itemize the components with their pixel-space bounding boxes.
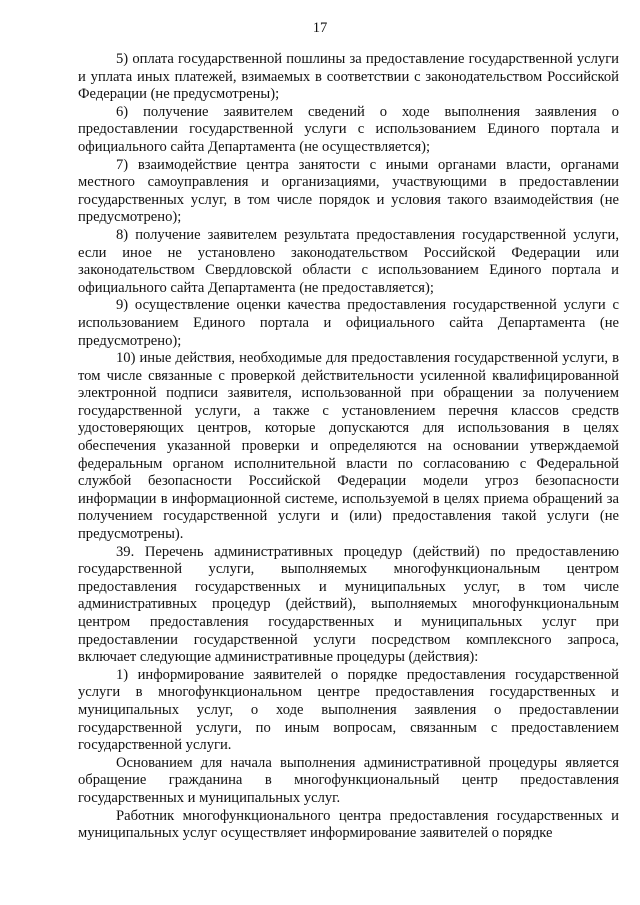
paragraph-procedure-1: 1) информирование заявителей о порядке предоставления государственной услуги в многофункциональном центре предоставления государственных и муниципальных услуг, о ходе выполнения заявления о предоставлении государственной услуги, по иным вопросам, связанным с предоставлением государственной услуги. (78, 666, 619, 754)
paragraph-item-10: 10) иные действия, необходимые для предоставления государственной услуги, в том числе связанные с проверкой действительности усиленной квалифицированной электронной подписи заявителя, использованной при обращении за получением государственной услуги, а также с установлением перечня классов средств удостоверяющих центров, которые допускаются для использования в целях обеспечения указанной проверки и определяются на основании утверждаемой федеральным органом исполнительной власти по согласованию с Федеральной службой безопасности Российской Федерации модели угроз безопасности информации в информационной системе, используемой в целях приема обращений за получением государственной услуги и (или) предоставления такой услуги (не предусмотрены). (78, 350, 619, 543)
document-body (78, 51, 619, 843)
paragraph-item-7: 7) взаимодействие центра занятости с иными органами власти, органами местного самоуправления и организациями, участвующими в предоставлении государственных услуг, в том числе порядок и условия такого взаимодействия (не предусмотрено); (78, 156, 619, 226)
paragraph-item-6: 6) получение заявителем сведений о ходе выполнения заявления о предоставлении государственной услуги с использованием Единого портала и официального сайта Департамента (не осуществляется); (78, 103, 619, 155)
paragraph-section-39: 39. Перечень административных процедур (действий) по предоставлению государственной услуги, выполняемых многофункциональным центром предоставления государственных и муниципальных услуг, в том числе административных процедур (действий), выполняемых многофункциональным центром предоставления государственных и муниципальных услуг при предоставлении государственной услуги посредством комплексного запроса, включает следующие административные процедуры (действия): (78, 543, 619, 666)
paragraph-procedure-basis: Основанием для начала выполнения административной процедуры является обращение гражданина в многофункциональный центр предоставления государственных и муниципальных услуг. (78, 754, 619, 806)
paragraph-item-5: 5) оплата государственной пошлины за предоставление государственной услуги и уплата иных платежей, взимаемых в соответствии с законодательством Российской Федерации (не предусмотрены); (78, 51, 619, 103)
paragraph-procedure-worker: Работник многофункционального центра предоставления государственных и муниципальных услуг осуществляет информирование заявителей о порядке (78, 807, 619, 842)
paragraph-item-8: 8) получение заявителем результата предоставления государственной услуги, если иное не установлено законодательством Российской Федерации или законодательством Свердловской области с использованием Единого портала и официального сайта Департамента (не предоставляется); (78, 226, 619, 296)
page-number: 17 (312, 20, 328, 36)
paragraph-item-9: 9) осуществление оценки качества предоставления государственной услуги с использованием Единого портала и официального сайта Департамента (не предусмотрено); (78, 297, 619, 349)
